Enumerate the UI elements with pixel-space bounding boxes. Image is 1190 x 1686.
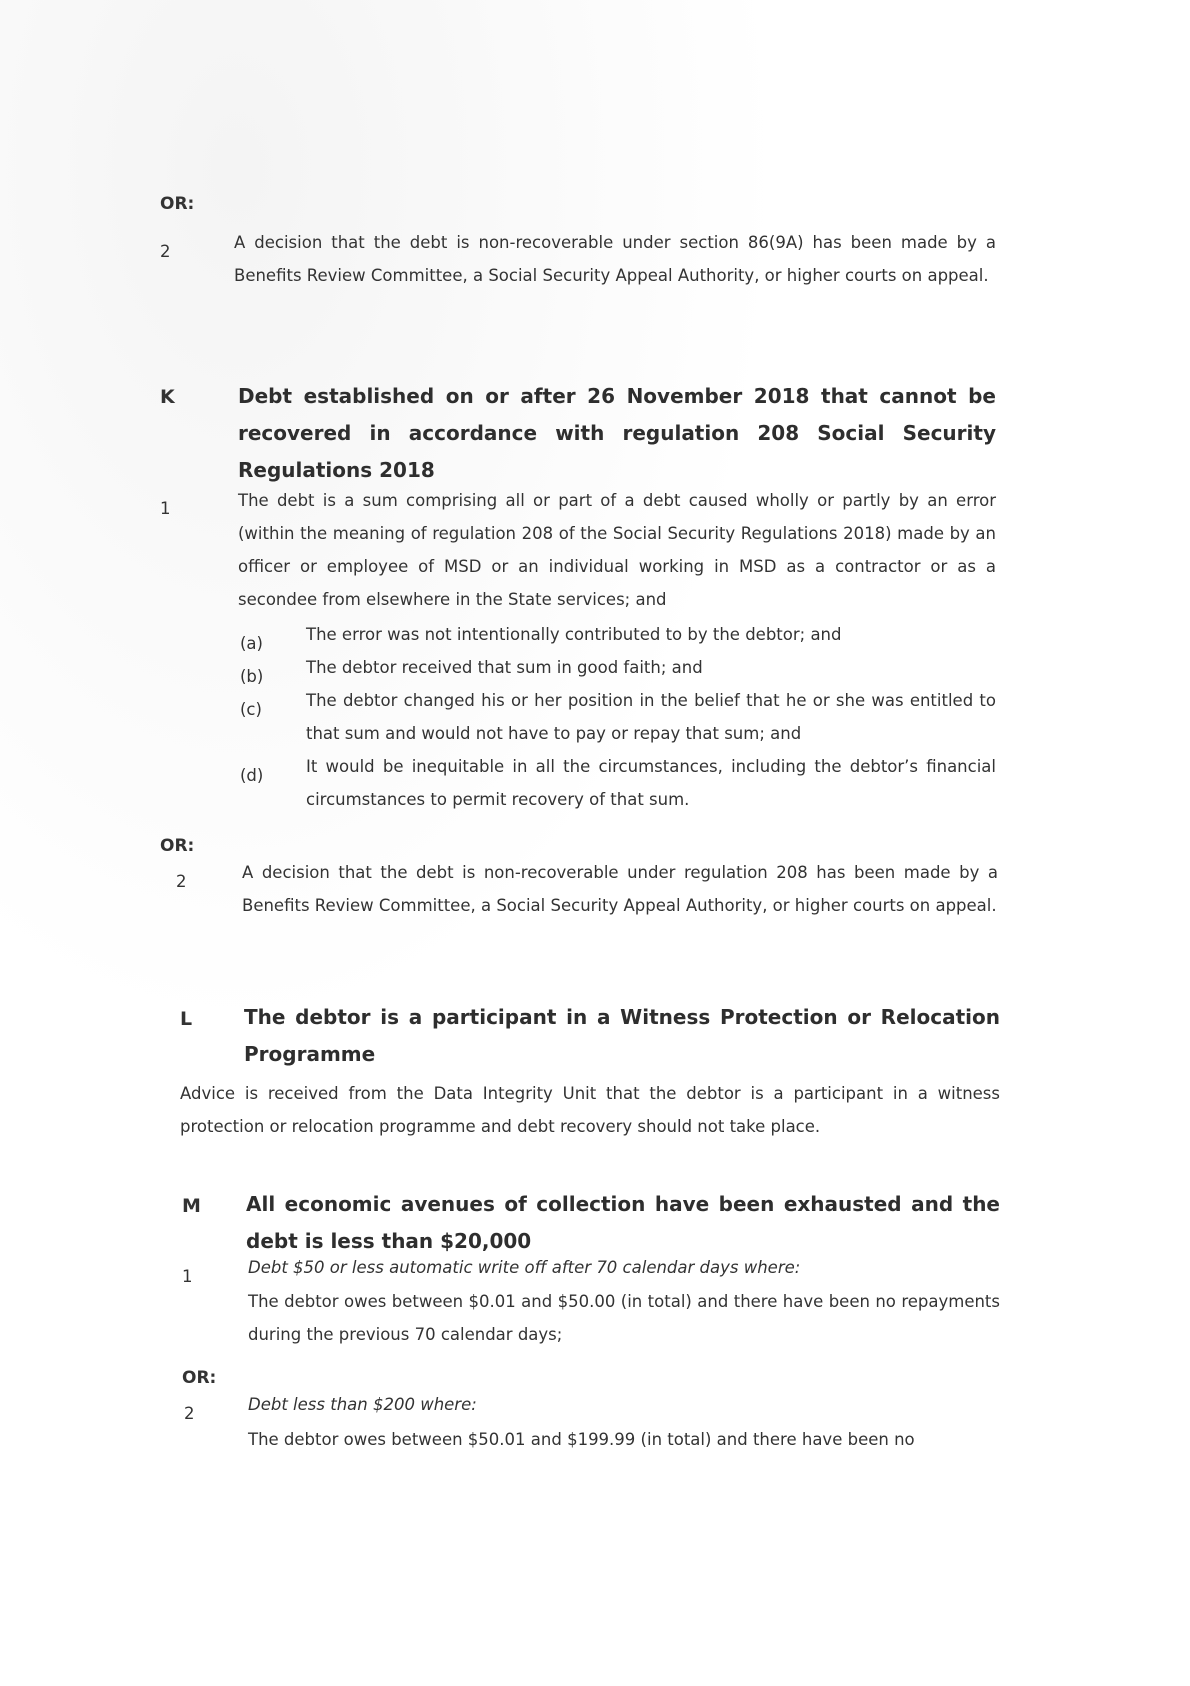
section-heading: The debtor is a participant in a Witness Protection or Relocation Programme [244, 1005, 1000, 1066]
section-heading: All economic avenues of collection have been exhausted and the debt is less than $20,000 [246, 1192, 1000, 1253]
subitem-text: The debtor received that sum in good faith; and [306, 658, 703, 677]
item-text: The debtor owes between $50.01 and $199.99 (in total) and there have been no [248, 1430, 915, 1449]
item-number: 1 [182, 1267, 193, 1286]
subitem-label: (d) [240, 766, 264, 785]
section-text: Advice is received from the Data Integrity Unit that the debtor is a participant in a witness protection or relocation programme and debt recovery should not take place. [180, 1084, 1000, 1136]
item-text: The debt is a sum comprising all or part of a debt caused wholly or partly by an error (within the meaning of regulation 208 of the Social Security Regulations 2018) made by an officer or employee of MSD or an individual working in MSD as a contractor or as a secondee from elsewhere in the State services; and [238, 491, 996, 609]
item-text: The debtor owes between $0.01 and $50.00 (in total) and there have been no repayments during the previous 70 calendar days; [248, 1292, 1000, 1344]
item-number: 2 [160, 242, 171, 261]
subitem-text: It would be inequitable in all the circumstances, including the debtor’s financial circumstances to permit recovery of that sum. [306, 757, 996, 809]
or-label: OR: [182, 1368, 217, 1388]
subitem-label: (a) [240, 634, 263, 653]
subitem-label: (b) [240, 667, 264, 686]
item-text: A decision that the debt is non-recoverable under section 86(9A) has been made by a Benefits Review Committee, a Social Security Appeal Authority, or higher courts on appeal. [234, 233, 996, 285]
or-label: OR: [160, 194, 195, 214]
or-label: OR: [160, 836, 195, 856]
item-number: 2 [176, 872, 187, 891]
subitem-label: (c) [240, 700, 262, 719]
item-text: A decision that the debt is non-recoverable under regulation 208 has been made by a Benefits Review Committee, a Social Security Appeal Authority, or higher courts on appeal. [242, 863, 998, 915]
subitem-text: The debtor changed his or her position in the belief that he or she was entitled to that sum and would not have to pay or repay that sum; and [306, 691, 996, 743]
item-subheading: Debt less than $200 where: [248, 1395, 477, 1414]
section-letter: L [180, 1008, 193, 1030]
item-number: 1 [160, 499, 171, 518]
subitem-text: The error was not intentionally contributed to by the debtor; and [306, 625, 842, 644]
section-heading: Debt established on or after 26 November 2018 that cannot be recovered in accordance with regulation 208 Social Security Regulations 2018 [238, 384, 996, 482]
item-number: 2 [184, 1404, 195, 1423]
section-letter: K [160, 386, 175, 408]
item-subheading: Debt $50 or less automatic write off after 70 calendar days where: [248, 1258, 801, 1277]
section-letter: M [182, 1195, 201, 1217]
